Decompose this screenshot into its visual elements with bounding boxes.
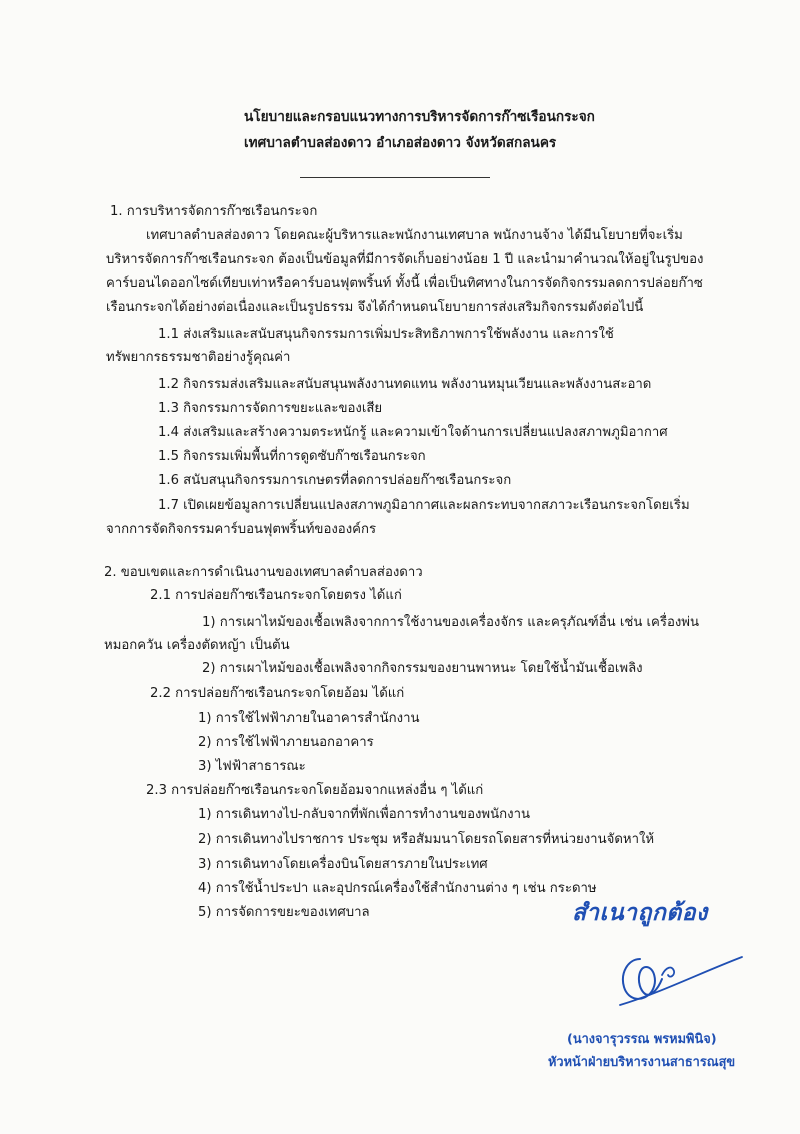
item-1-1-line2: ทรัพยากรธรรมชาติอย่างรู้คุณค่า <box>106 350 291 365</box>
section1-intro-line3: คาร์บอนไดออกไซด์เทียบเท่าหรือคาร์บอนฟุตพริ้นท์ ทั้งนี้ เพื่อเป็นทิศทางในการจัดกิจกรรมลดการปล่อยก๊าซ <box>106 276 703 291</box>
section2-3-item5: 5) การจัดการขยะของเทศบาล <box>198 905 370 920</box>
section2-heading: 2. ขอบเขตและการดำเนินงานของเทศบาลตำบลส่องดาว <box>104 565 423 580</box>
section2-3-item3: 3) การเดินทางโดยเครื่องบินโดยสารภายในประเทศ <box>198 857 488 872</box>
document-title-line1: นโยบายและกรอบแนวทางการบริหารจัดการก๊าซเรือนกระจก <box>244 109 595 125</box>
item-1-1-line1: 1.1 ส่งเสริมและสนับสนุนกิจกรรมการเพิ่มประสิทธิภาพการใช้พลังงาน และการใช้ <box>158 327 614 342</box>
item-1-7-line1: 1.7 เปิดเผยข้อมูลการเปลี่ยนแปลงสภาพภูมิอากาศและผลกระทบจากสภาวะเรือนกระจกโดยเริ่ม <box>158 498 690 513</box>
section2-2-item3: 3) ไฟฟ้าสาธารณะ <box>198 759 306 774</box>
section2-1-heading: 2.1 การปล่อยก๊าซเรือนกระจกโดยตรง ได้แก่ <box>150 588 402 603</box>
section2-1-item1-line1: 1) การเผาไหม้ของเชื้อเพลิงจากการใช้งานของเครื่องจักร และครุภัณฑ์อื่น เช่น เครื่องพ่น <box>202 615 700 630</box>
title-underline <box>300 177 490 178</box>
section2-3-item4: 4) การใช้น้ำประปา และอุปกรณ์เครื่องใช้สำนักงานต่าง ๆ เช่น กระดาษ <box>198 881 597 896</box>
section1-heading: 1. การบริหารจัดการก๊าซเรือนกระจก <box>110 204 318 219</box>
signer-name: (นางจารุวรรณ พรหมพินิจ) <box>567 1032 717 1047</box>
section2-3-heading: 2.3 การปล่อยก๊าซเรือนกระจกโดยอ้อมจากแหล่งอื่น ๆ ได้แก่ <box>146 783 484 798</box>
item-1-5: 1.5 กิจกรรมเพิ่มพื้นที่การดูดซับก๊าซเรือนกระจก <box>158 449 426 464</box>
section2-3-item2: 2) การเดินทางไปราชการ ประชุม หรือสัมมนาโดยรถโดยสารที่หน่วยงานจัดหาให้ <box>198 832 655 847</box>
section2-3-item1: 1) การเดินทางไป-กลับจากที่พักเพื่อการทำงานของพนักงาน <box>198 807 530 822</box>
section2-2-heading: 2.2 การปล่อยก๊าซเรือนกระจกโดยอ้อม ได้แก่ <box>150 686 405 701</box>
document-title-line2: เทศบาลตำบลส่องดาว อำเภอส่องดาว จังหวัดสกลนคร <box>244 135 557 151</box>
section2-1-item2: 2) การเผาไหม้ของเชื้อเพลิงจากกิจกรรมของยานพาหนะ โดยใช้น้ำมันเชื้อเพลิง <box>202 661 643 676</box>
certified-copy-stamp: สำเนาถูกต้อง <box>572 900 708 926</box>
signature-image <box>600 945 750 1015</box>
section2-1-item1-line2: หมอกควัน เครื่องตัดหญ้า เป็นต้น <box>104 638 290 653</box>
item-1-4: 1.4 ส่งเสริมและสร้างความตระหนักรู้ และความเข้าใจด้านการเปลี่ยนแปลงสภาพภูมิอากาศ <box>158 425 668 440</box>
item-1-2: 1.2 กิจกรรมส่งเสริมและสนับสนุนพลังงานทดแทน พลังงานหมุนเวียนและพลังงานสะอาด <box>158 377 652 392</box>
item-1-7-line2: จากการจัดกิจกรรมคาร์บอนฟุตพริ้นท์ขององค์กร <box>106 522 377 537</box>
item-1-3: 1.3 กิจกรรมการจัดการขยะและของเสีย <box>158 401 383 416</box>
section1-intro-line1: เทศบาลตำบลส่องดาว โดยคณะผู้บริหารและพนักงานเทศบาล พนักงานจ้าง ได้มีนโยบายที่จะเริ่ม <box>146 228 683 243</box>
signer-position: หัวหน้าฝ่ายบริหารงานสาธารณสุข <box>548 1055 736 1070</box>
section2-2-item1: 1) การใช้ไฟฟ้าภายในอาคารสำนักงาน <box>198 711 420 726</box>
item-1-6: 1.6 สนับสนุนกิจกรรมการเกษตรที่ลดการปล่อยก๊าซเรือนกระจก <box>158 473 512 488</box>
section1-intro-line4: เรือนกระจกได้อย่างต่อเนื่องและเป็นรูปธรรม จึงได้กำหนดนโยบายการส่งเสริมกิจกรรมดังต่อไปนี้ <box>106 300 644 315</box>
section1-intro-line2: บริหารจัดการก๊าซเรือนกระจก ต้องเป็นข้อมูลที่มีการจัดเก็บอย่างน้อย 1 ปี และนำมาคำนวณให้อยู่ในรูปของ <box>106 252 704 267</box>
section2-2-item2: 2) การใช้ไฟฟ้าภายนอกอาคาร <box>198 735 374 750</box>
